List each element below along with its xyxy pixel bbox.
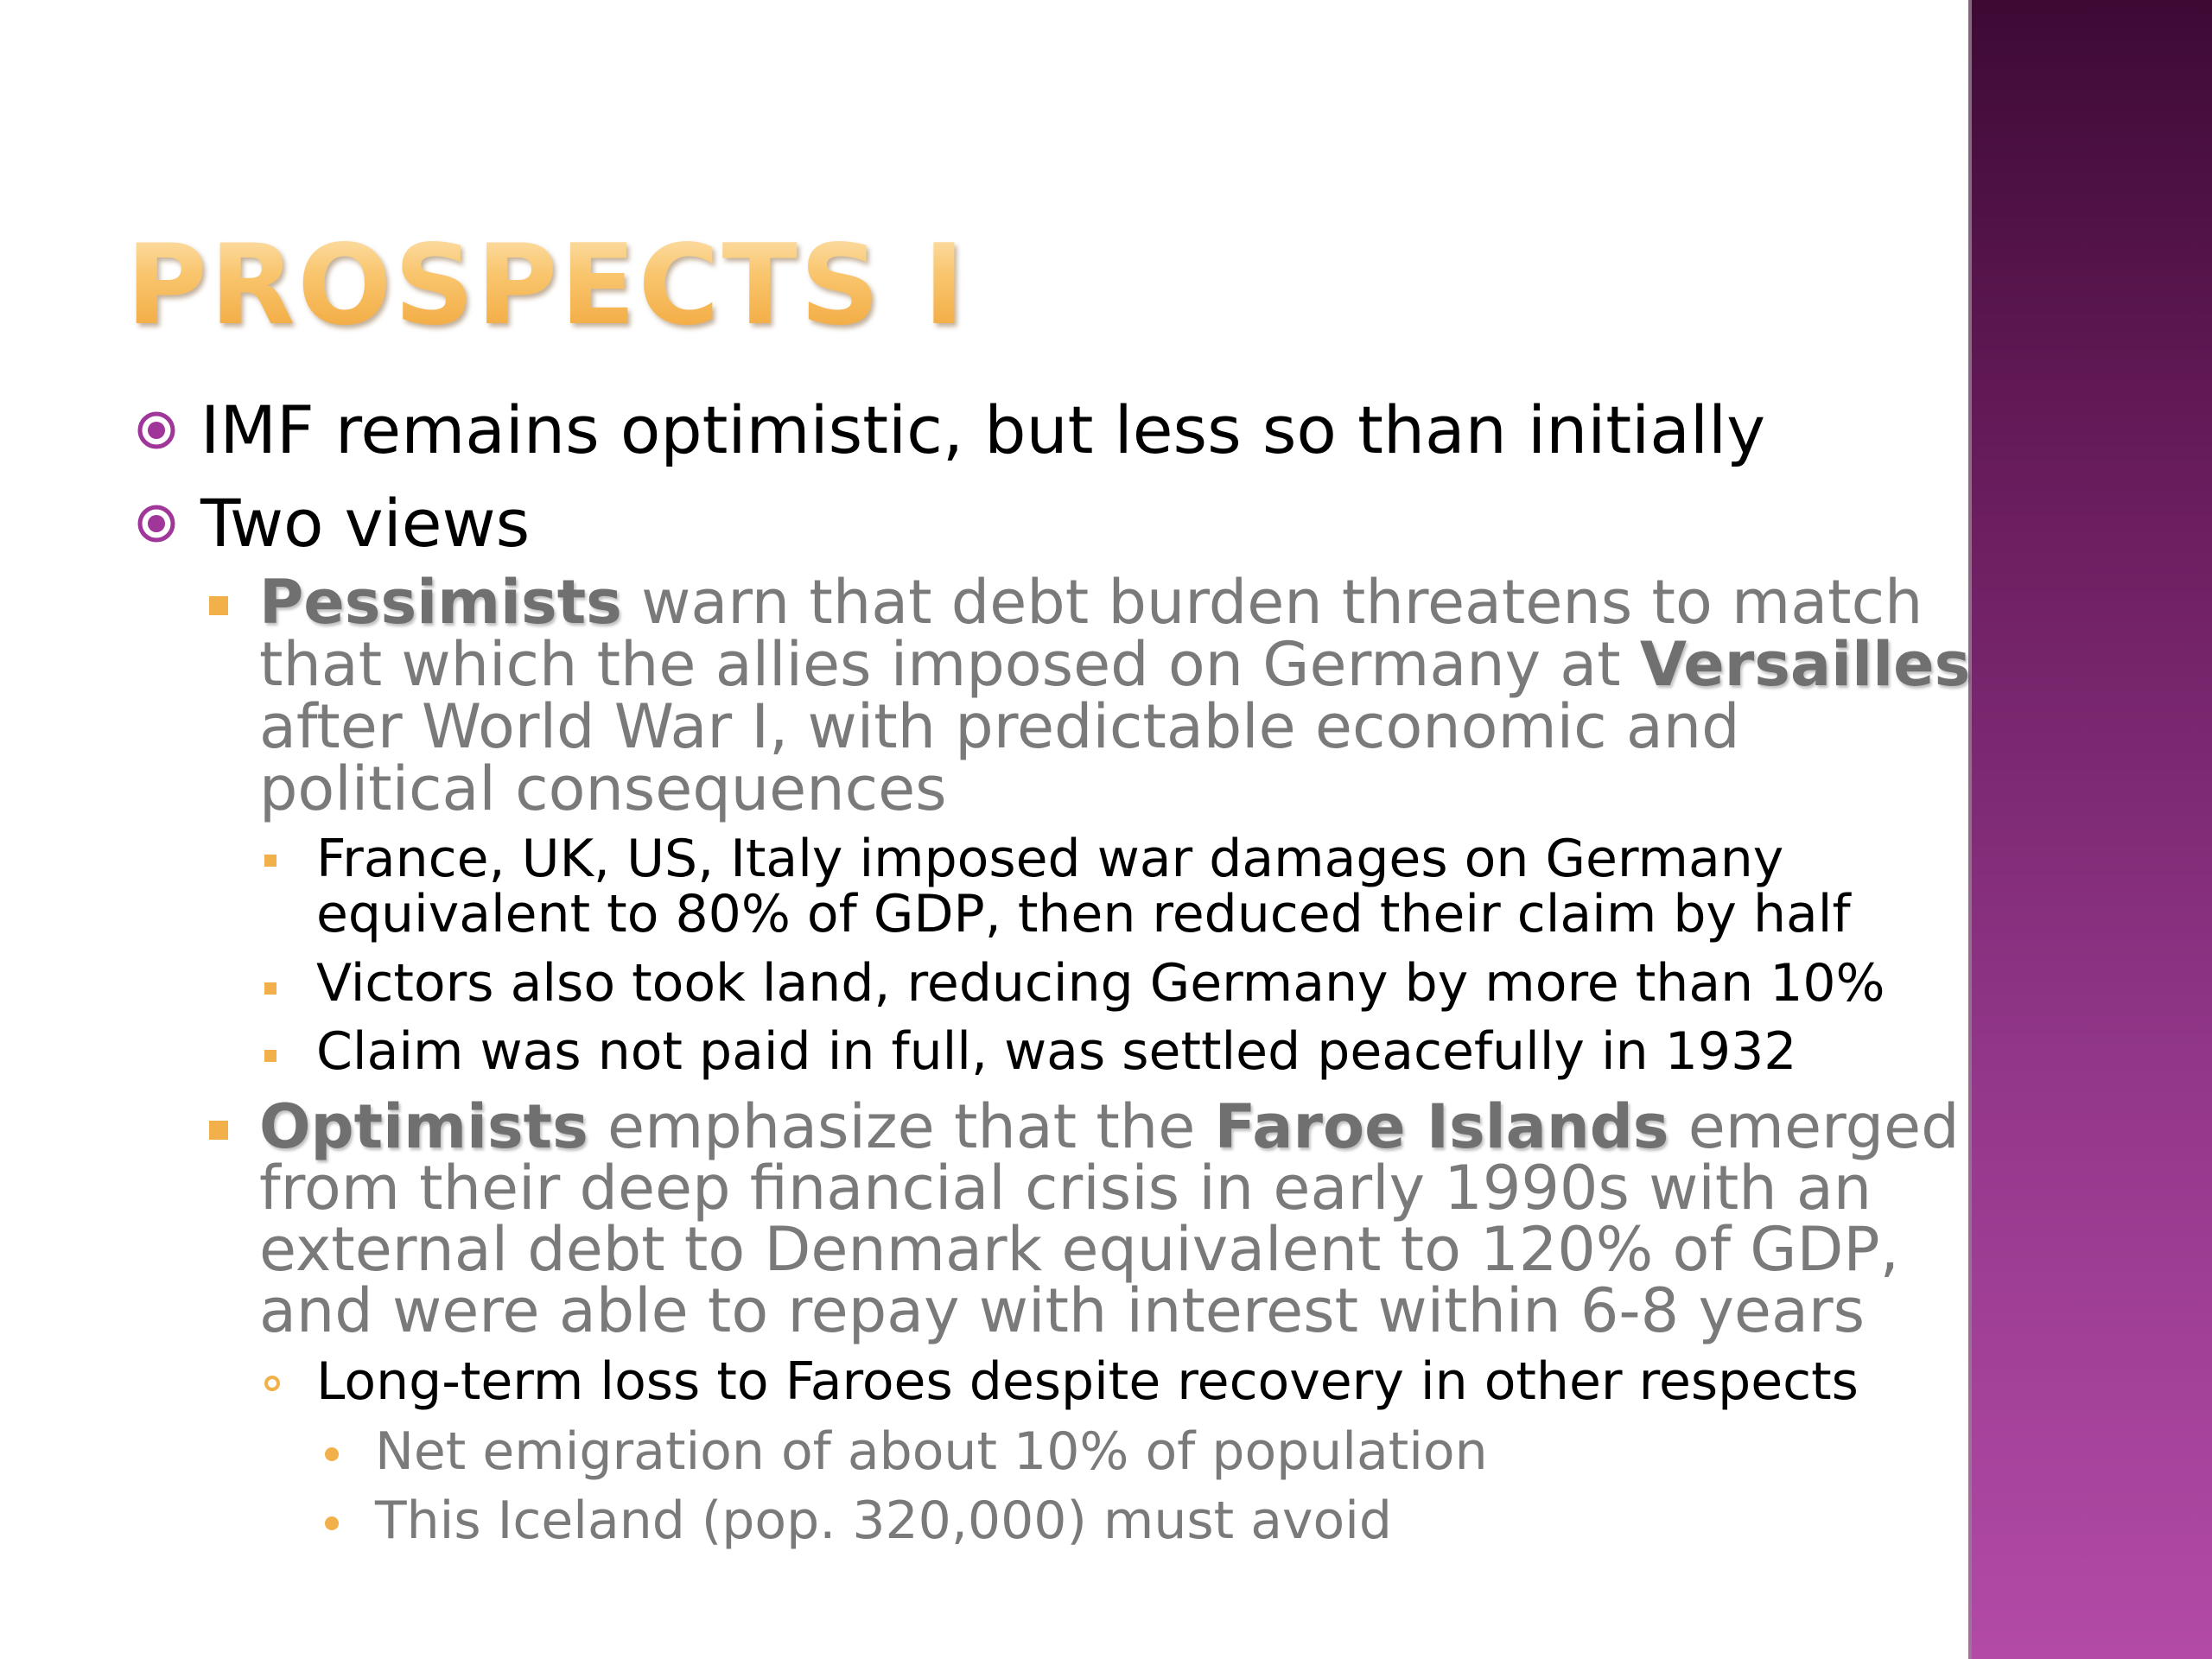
dot-bullet-icon — [325, 1516, 339, 1530]
pessimists-line-2: that which the allies imposed on Germany at Versailles — [259, 629, 1971, 700]
sub-item-claim: Claim was not paid in full, was settled peacefully in 1932 — [316, 1021, 1797, 1082]
small-square-bullet-icon — [264, 855, 276, 867]
sub-item-long-term-loss: Long-term loss to Faroes despite recovery in other respects — [316, 1351, 1859, 1412]
ring-bullet-icon — [264, 1376, 280, 1391]
slide-title: PROSPECTS I — [126, 221, 968, 350]
bullet-two-views: Two views — [200, 485, 531, 562]
decorative-sidebar — [1972, 0, 2212, 1659]
faroe-islands-term: Faroe Islands — [1214, 1091, 1669, 1162]
sub-sub-item-emigration: Net emigration of about 10% of population — [375, 1421, 1488, 1482]
sub-item-france-line-1: France, UK, US, Italy imposed war damages on Germany — [316, 829, 1784, 889]
target-bullet-icon — [137, 410, 176, 450]
pessimists-line-3: after World War I, with predictable economic and — [259, 691, 1740, 762]
pessimists-line-4: political consequences — [259, 753, 947, 824]
dot-bullet-icon — [325, 1447, 339, 1461]
square-bullet-icon — [209, 1121, 228, 1140]
small-square-bullet-icon — [264, 982, 276, 995]
versailles-term: Versailles — [1639, 629, 1971, 700]
optimists-line-1: Optimists emphasize that the Faroe Islands emerged — [259, 1091, 1960, 1162]
pessimists-line-1: Pessimists warn that debt burden threatens to match — [259, 567, 1923, 638]
optimists-line-2: from their deep financial crisis in early 1990s with an — [259, 1153, 1872, 1224]
optimists-term: Optimists — [259, 1091, 588, 1162]
sidebar-edge — [1968, 0, 1972, 1659]
optimists-line-4: and were able to repay with interest within 6-8 years — [259, 1275, 1866, 1346]
optimists-line-3: external debt to Denmark equivalent to 120% of GDP, — [259, 1214, 1899, 1285]
sub-item-france-line-2: equivalent to 80% of GDP, then reduced their claim by half — [316, 884, 1851, 944]
square-bullet-icon — [209, 596, 228, 615]
bullet-imf: IMF remains optimistic, but less so than initially — [200, 391, 1766, 468]
small-square-bullet-icon — [264, 1050, 276, 1062]
sub-item-victors: Victors also took land, reducing Germany by more than 10% — [316, 953, 1885, 1014]
sub-sub-item-iceland: This Iceland (pop. 320,000) must avoid — [375, 1491, 1393, 1551]
target-bullet-icon — [137, 504, 176, 543]
pessimists-term: Pessimists — [259, 567, 622, 638]
